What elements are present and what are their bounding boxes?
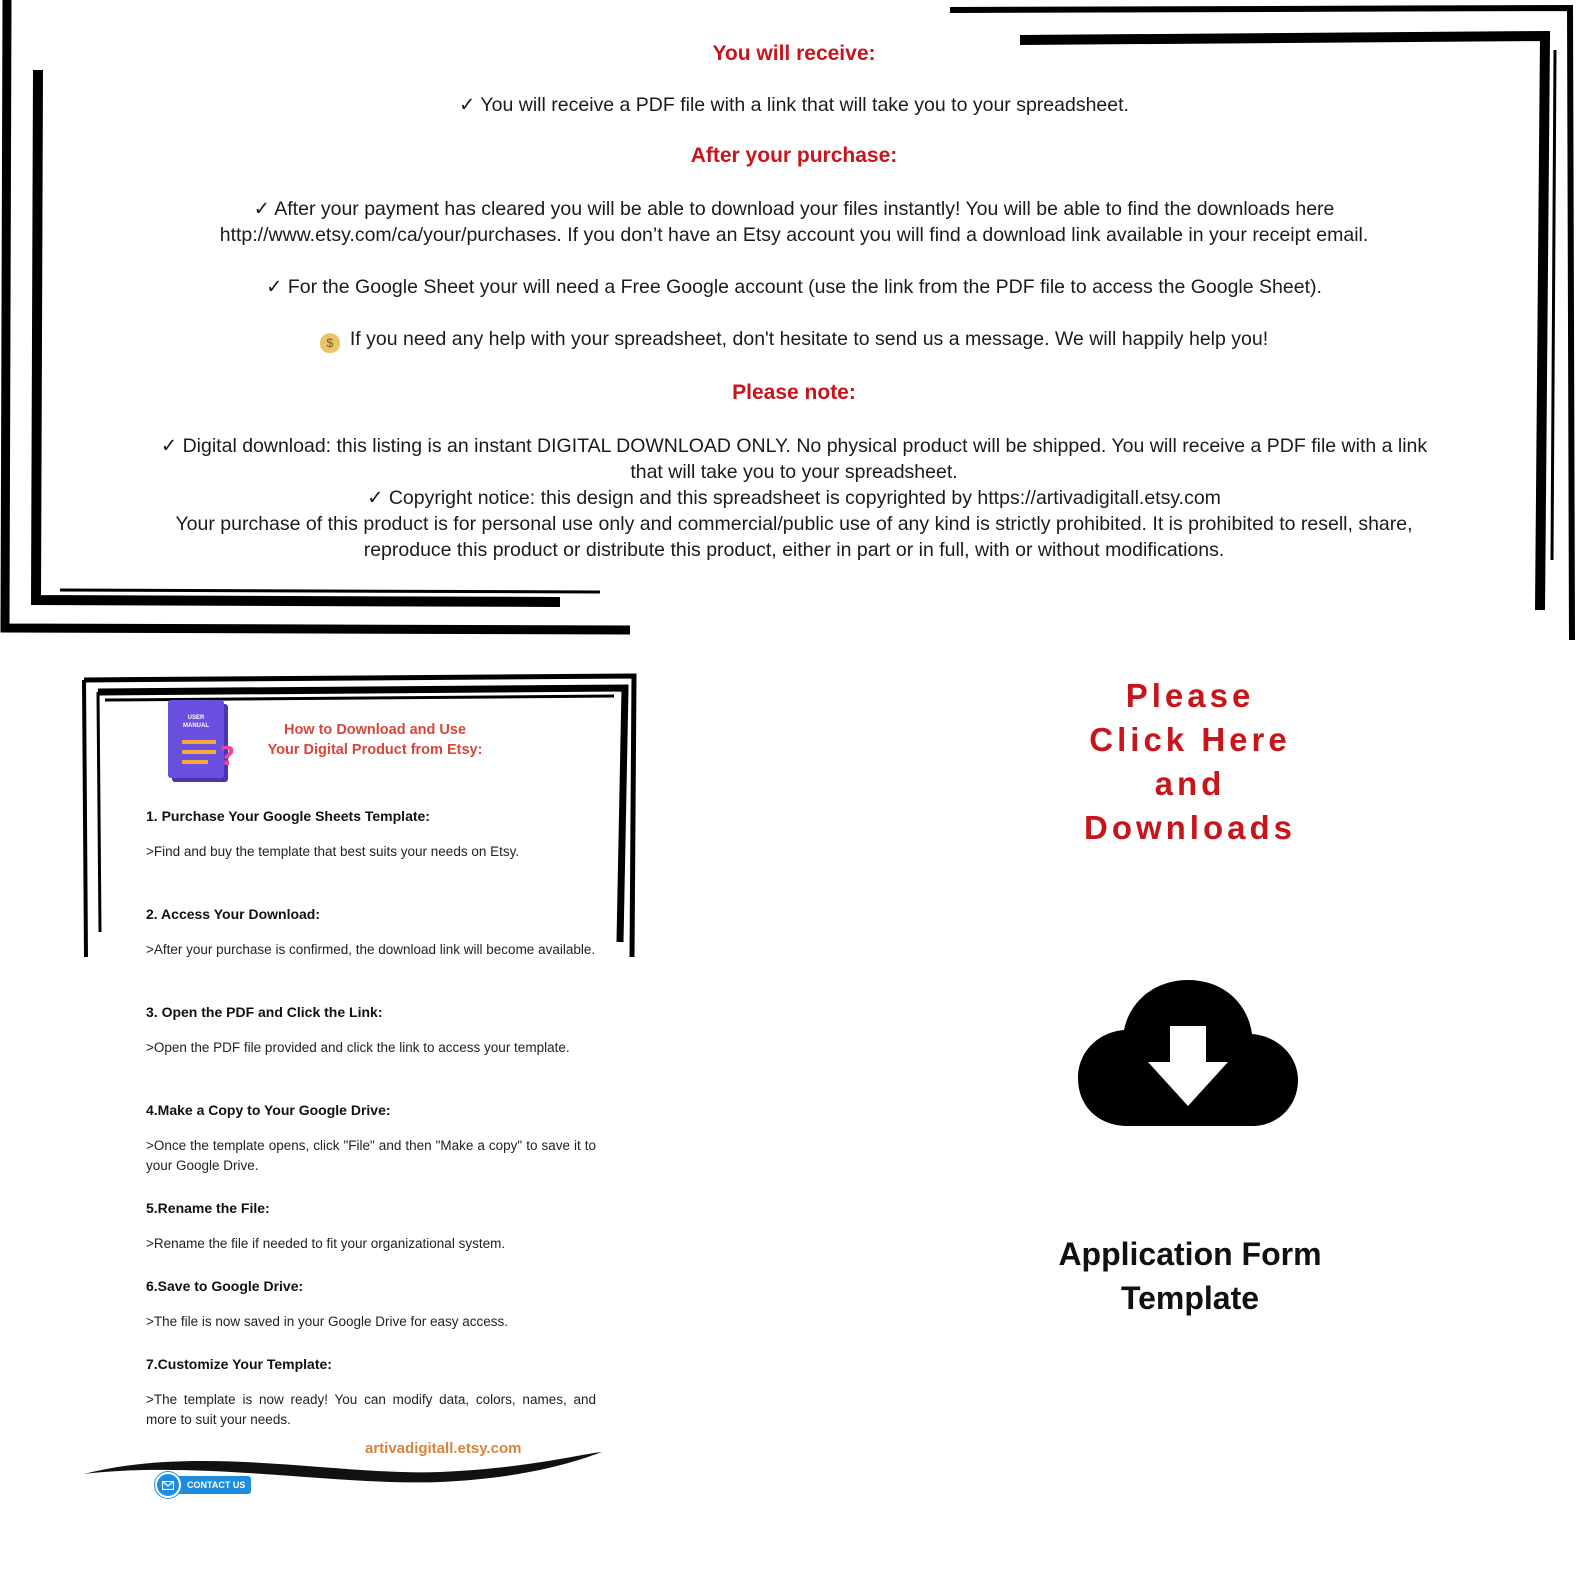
note-line-2: that will take you to your spreadsheet. <box>630 461 958 483</box>
cloud-download-icon[interactable] <box>1078 980 1298 1128</box>
step-text: >Find and buy the template that best suits your needs on Etsy. <box>146 844 520 859</box>
after-line-2: http://www.etsy.com/ca/your/purchases. If you don’t have an Etsy account you will find a download link available in your receipt email. <box>219 224 1369 246</box>
step-3 <box>146 1004 596 1102</box>
step-7 <box>146 1356 596 1434</box>
after-purchase-heading: After your purchase: <box>690 144 898 167</box>
step-heading: 4.Make a Copy to Your Google Drive: <box>146 1102 391 1118</box>
step-heading: 6.Save to Google Drive: <box>146 1278 304 1294</box>
manual-steps <box>146 808 596 1434</box>
cta-line-3: and <box>1154 765 1226 802</box>
receive-heading: You will receive: <box>712 42 876 65</box>
manual-title-line-1: How to Download and Use <box>283 722 467 738</box>
click-here-cta[interactable] <box>1040 674 1340 850</box>
cta-line-4: Downloads <box>1083 809 1296 846</box>
receive-line: ✓ You will receive a PDF file with a link that will take you to your spreadsheet. <box>459 94 1129 116</box>
cta-line-2: Click Here <box>1089 721 1291 758</box>
step-text: >The template is now ready! You can modify data, colors, names, and more to suit your needs. <box>146 1392 596 1427</box>
step-1 <box>146 808 596 906</box>
step-text: >The file is now saved in your Google Drive for easy access. <box>146 1314 509 1329</box>
product-line-2: Template <box>1120 1280 1260 1316</box>
contact-us-label: CONTACT US <box>159 1476 251 1494</box>
step-6 <box>146 1278 596 1356</box>
step-heading: 5.Rename the File: <box>146 1200 270 1216</box>
money-bag-icon: $ <box>320 333 340 353</box>
manual-title-line-2: Your Digital Product from Etsy: <box>267 742 483 758</box>
please-note-heading: Please note: <box>732 381 856 404</box>
product-line-1: Application Form <box>1058 1236 1322 1272</box>
personal-use-line-1: Your purchase of this product is for personal use only and commercial/public use of any kind is strictly prohibited. It is prohibited to resell, share, <box>175 513 1413 535</box>
book-label-1: USER <box>187 715 205 721</box>
step-heading: 1. Purchase Your Google Sheets Template: <box>146 808 430 824</box>
personal-use-line-2: reproduce this product or distribute this product, either in part or in full, with or without modifications. <box>363 539 1225 561</box>
copyright-line: ✓ Copyright notice: this design and this spreadsheet is copyrighted by https://artivadigitall.etsy.com <box>367 487 1221 509</box>
help-line <box>60 326 1528 353</box>
help-text: If you need any help with your spreadsheet, don't hesitate to send us a message. We will happily help you! <box>349 328 1269 350</box>
note-line-1: ✓ Digital download: this listing is an instant DIGITAL DOWNLOAD ONLY. No physical product will be shipped. You will receive a PDF file with a link <box>160 435 1428 457</box>
step-heading: 2. Access Your Download: <box>146 906 321 922</box>
step-4 <box>146 1102 596 1200</box>
step-text: >After your purchase is confirmed, the download link will become available. <box>146 942 596 957</box>
step-text: >Open the PDF file provided and click the link to access your template. <box>146 1040 570 1055</box>
mail-icon <box>155 1472 181 1498</box>
after-line-1: ✓ After your payment has cleared you will be able to download your files instantly! You will be able to find the downloads here <box>253 198 1335 220</box>
step-5 <box>146 1200 596 1278</box>
step-text: >Rename the file if needed to fit your organizational system. <box>146 1236 506 1251</box>
book-label-2: MANUAL <box>183 723 209 729</box>
google-account-line: ✓ For the Google Sheet your will need a Free Google account (use the link from the PDF file to access the Google Sheet). <box>266 276 1322 298</box>
contact-us-button[interactable] <box>155 1472 251 1498</box>
cta-line-1: Please <box>1125 677 1255 714</box>
step-2 <box>146 906 596 1004</box>
purchase-info <box>60 40 1528 563</box>
user-manual-book-icon: USER MANUAL ? <box>168 700 232 784</box>
product-name <box>1040 1232 1340 1320</box>
manual-title <box>250 720 500 760</box>
step-text: >Once the template opens, click "File" and then "Make a copy" to save it to your Google Drive. <box>146 1138 596 1173</box>
step-heading: 7.Customize Your Template: <box>146 1356 332 1372</box>
step-heading: 3. Open the PDF and Click the Link: <box>146 1004 383 1020</box>
shop-url[interactable]: artivadigitall.etsy.com <box>365 1440 522 1457</box>
